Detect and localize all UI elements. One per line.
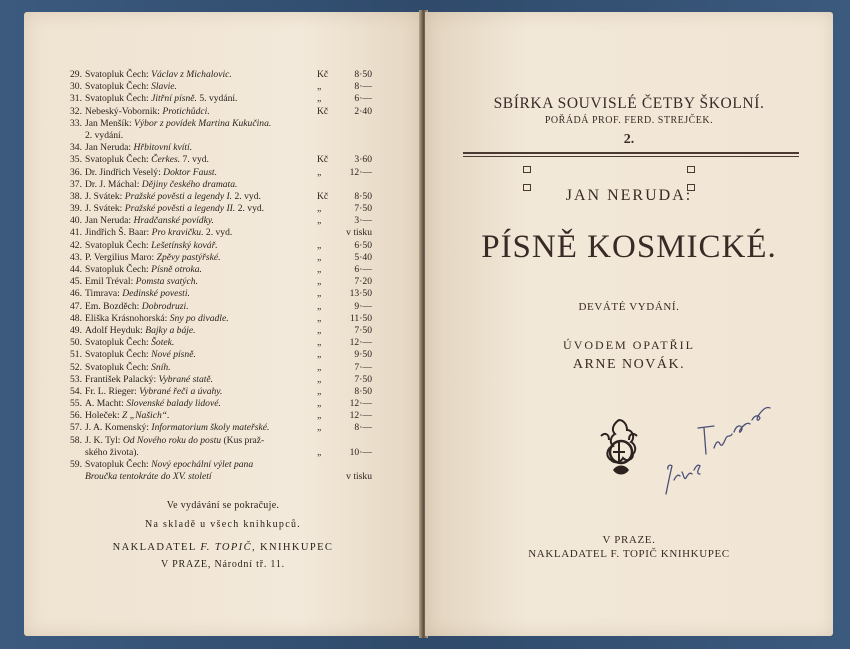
item-work: Hradčanské povídky. bbox=[133, 215, 214, 227]
item-extra: 7. vyd. bbox=[182, 154, 209, 166]
item-author: Svatopluk Čech: bbox=[85, 69, 149, 80]
item-title bbox=[85, 362, 171, 374]
list-item bbox=[24, 435, 422, 447]
item-price: 6·— bbox=[354, 93, 372, 105]
list-item bbox=[24, 264, 422, 276]
item-work: Vybrané statě. bbox=[158, 373, 214, 385]
list-item bbox=[24, 118, 422, 130]
item-currency: „ bbox=[317, 337, 322, 349]
item-title bbox=[85, 313, 229, 325]
item-price: 11·50 bbox=[349, 312, 372, 324]
item-author: František Palacký: bbox=[85, 373, 157, 385]
item-currency: „ bbox=[317, 93, 322, 105]
item-author: Timrava: bbox=[85, 288, 120, 300]
item-price: 12·— bbox=[349, 166, 372, 178]
list-item bbox=[24, 374, 422, 386]
list-item bbox=[24, 252, 422, 264]
item-work: Doktor Faust. bbox=[163, 166, 218, 178]
item-work: Nový epochální výlet pana bbox=[151, 459, 254, 470]
item-work: Hřbitovní kvítí. bbox=[133, 142, 193, 154]
list-item bbox=[24, 386, 422, 398]
item-title bbox=[85, 471, 212, 483]
item-price: 12·— bbox=[349, 398, 372, 410]
item-author: Eliška Krásnohorská: bbox=[85, 312, 168, 324]
item-price: 3·— bbox=[354, 215, 372, 227]
author-name: JAN NERUDA: bbox=[565, 187, 693, 204]
item-price: 8·— bbox=[354, 422, 372, 434]
item-price: 6·50 bbox=[354, 239, 372, 251]
item-number: 36. bbox=[70, 166, 82, 178]
item-price: 8·— bbox=[354, 81, 372, 93]
item-work: Písně otroka. bbox=[151, 264, 202, 275]
item-currency: Kč bbox=[317, 154, 329, 166]
item-currency: „ bbox=[317, 166, 322, 178]
item-work: Protichůdci. bbox=[162, 105, 210, 117]
item-work: Slovenské balady lidové. bbox=[126, 398, 221, 410]
item-currency: „ bbox=[317, 288, 322, 300]
imprint-publisher: NAKLADATEL F. TOPIČ KNIHKUPEC bbox=[528, 548, 730, 560]
item-author: Svatopluk Čech: bbox=[85, 349, 149, 361]
publisher-address: V PRAZE, Národní tř. 11. bbox=[161, 559, 285, 570]
list-item bbox=[24, 447, 422, 459]
item-title bbox=[85, 167, 217, 179]
ornament-boxes-left bbox=[523, 160, 541, 167]
item-price: v tisku bbox=[346, 227, 372, 239]
item-author: Svatopluk Čech: bbox=[85, 93, 149, 105]
item-work: Broučka tentokráte do XV. století bbox=[85, 471, 212, 483]
item-author: Svatopluk Čech: bbox=[85, 361, 149, 373]
item-title bbox=[85, 252, 221, 264]
divider-rule-thin bbox=[463, 156, 799, 157]
series-number: 2. bbox=[623, 132, 635, 147]
item-number: 52. bbox=[70, 361, 82, 373]
item-price: 7·20 bbox=[354, 276, 372, 288]
item-author: Svatopluk Čech: bbox=[85, 337, 149, 349]
item-work: Výbor z povídek Martina Kukučina. bbox=[134, 117, 272, 129]
item-title bbox=[85, 301, 189, 313]
item-price: 6·— bbox=[354, 264, 372, 275]
item-title bbox=[85, 81, 177, 93]
item-price: 9·50 bbox=[354, 349, 372, 361]
item-number: 39. bbox=[70, 203, 82, 215]
item-price: 12·— bbox=[349, 337, 372, 349]
list-item bbox=[24, 325, 422, 337]
publisher-line bbox=[24, 542, 422, 553]
list-item bbox=[24, 288, 422, 300]
item-work: Šotek. bbox=[151, 337, 175, 349]
divider-rule bbox=[463, 152, 799, 154]
item-title bbox=[85, 227, 232, 239]
item-work: Bajky a báje. bbox=[145, 324, 196, 336]
item-title bbox=[85, 118, 271, 130]
item-number: 48. bbox=[70, 312, 82, 324]
item-currency: „ bbox=[317, 349, 322, 361]
item-number: 55. bbox=[70, 398, 82, 410]
series-editor: POŘÁDÁ PROF. FERD. STREJČEK. bbox=[544, 115, 714, 126]
item-author: P. Vergilius Maro: bbox=[85, 251, 155, 263]
item-work: Sníh. bbox=[151, 361, 171, 373]
item-currency: „ bbox=[317, 373, 322, 385]
item-number: 54. bbox=[70, 385, 82, 397]
item-title bbox=[85, 93, 237, 105]
item-currency: „ bbox=[317, 446, 322, 458]
item-currency: „ bbox=[317, 410, 322, 422]
item-number: 42. bbox=[70, 239, 82, 251]
item-author: Svatopluk Čech: bbox=[85, 459, 149, 470]
item-number: 29. bbox=[70, 69, 82, 80]
item-currency: „ bbox=[317, 422, 322, 434]
item-work: Dějiny českého dramata. bbox=[141, 178, 238, 190]
item-author: Jan Neruda: bbox=[85, 215, 132, 227]
item-number: 49. bbox=[70, 324, 82, 336]
item-currency: „ bbox=[317, 398, 322, 410]
item-author: Dr. J. Máchal: bbox=[85, 178, 140, 190]
list-item bbox=[24, 362, 422, 374]
list-item bbox=[24, 301, 422, 313]
item-work: Zpěvy pastýřské. bbox=[156, 251, 221, 263]
publication-list bbox=[24, 69, 422, 483]
list-item bbox=[24, 167, 422, 179]
item-currency: „ bbox=[317, 251, 322, 263]
item-currency: Kč bbox=[317, 190, 329, 202]
item-extra: 5. vydání. bbox=[199, 93, 238, 105]
item-number: 51. bbox=[70, 349, 82, 361]
item-number: 58. bbox=[70, 434, 82, 446]
stock-note: Na skladě u všech knihkupců. bbox=[144, 519, 302, 530]
item-price: 7·50 bbox=[354, 324, 372, 336]
publisher-emblem-icon bbox=[591, 414, 647, 482]
item-author: J. Svátek: bbox=[85, 190, 123, 202]
item-price: 12·— bbox=[349, 410, 372, 422]
item-price: 8·50 bbox=[354, 69, 372, 80]
list-item bbox=[24, 227, 422, 239]
item-number: 43. bbox=[70, 251, 82, 263]
item-title bbox=[85, 459, 253, 471]
item-currency: „ bbox=[317, 81, 322, 93]
item-work: Pražské pověsti a legendy II. bbox=[124, 203, 236, 215]
item-currency: Kč bbox=[317, 69, 329, 80]
list-item bbox=[24, 203, 422, 215]
item-title bbox=[85, 447, 139, 459]
item-work: Pro kravičku. bbox=[151, 227, 204, 239]
item-title bbox=[85, 374, 213, 386]
item-author: Emil Tréval: bbox=[85, 276, 134, 288]
item-currency: „ bbox=[317, 300, 322, 312]
item-price: v tisku bbox=[346, 471, 372, 483]
item-title bbox=[85, 337, 174, 349]
item-title bbox=[85, 203, 264, 215]
item-author: Em. Bozděch: bbox=[85, 300, 140, 312]
item-currency: „ bbox=[317, 361, 322, 373]
item-work: Pomsta svatých. bbox=[135, 276, 199, 288]
list-item bbox=[24, 337, 422, 349]
editor-name: ARNE NOVÁK. bbox=[572, 357, 686, 372]
item-title bbox=[85, 349, 196, 361]
list-item bbox=[24, 276, 422, 288]
item-author: Adolf Heyduk: bbox=[85, 324, 143, 336]
item-title bbox=[85, 435, 264, 447]
publisher-suffix: KNIHKUPEC bbox=[260, 542, 334, 553]
item-author: Holeček: bbox=[85, 410, 120, 422]
publisher-prefix: NAKLADATEL bbox=[112, 542, 197, 553]
item-price: 3·60 bbox=[354, 154, 372, 166]
list-item bbox=[24, 93, 422, 105]
item-work: Jitřní písně. bbox=[151, 93, 197, 105]
imprint-place: V PRAZE. bbox=[602, 534, 656, 546]
item-price: 7·— bbox=[354, 361, 372, 373]
item-number: 50. bbox=[70, 337, 82, 349]
item-work: Od Nového roku do postu bbox=[122, 434, 222, 446]
edition-note: DEVÁTÉ VYDÁNÍ. bbox=[578, 301, 680, 313]
item-author: J. Svátek: bbox=[85, 203, 123, 215]
item-number: 46. bbox=[70, 288, 82, 300]
item-number: 41. bbox=[70, 227, 82, 239]
continuing-note: Ve vydávání se pokračuje. bbox=[166, 500, 280, 511]
item-title bbox=[85, 179, 237, 191]
item-title bbox=[85, 410, 170, 422]
item-currency: „ bbox=[317, 203, 322, 215]
handwritten-signature bbox=[658, 394, 778, 504]
item-currency: Kč bbox=[317, 105, 329, 117]
item-author: Nebeský-Vobornik: bbox=[85, 105, 160, 117]
list-item bbox=[24, 106, 422, 118]
item-title bbox=[85, 130, 123, 142]
item-author: Jan Menšík: bbox=[85, 117, 132, 129]
item-title bbox=[85, 215, 214, 227]
item-author: ského života). bbox=[85, 446, 139, 458]
item-price: 7·50 bbox=[354, 373, 372, 385]
item-currency: „ bbox=[317, 239, 322, 251]
item-number: 45. bbox=[70, 276, 82, 288]
item-number: 32. bbox=[70, 105, 82, 117]
item-author: Fr. L. Rieger: bbox=[85, 385, 137, 397]
list-item bbox=[24, 154, 422, 166]
item-currency: „ bbox=[317, 385, 322, 397]
item-number: 35. bbox=[70, 154, 82, 166]
item-number: 56. bbox=[70, 410, 82, 422]
item-title bbox=[85, 106, 210, 118]
right-page bbox=[425, 12, 833, 636]
item-work: Nové písně. bbox=[151, 349, 196, 361]
item-currency: „ bbox=[317, 312, 322, 324]
item-price: 10·— bbox=[349, 446, 372, 458]
list-item bbox=[24, 69, 422, 81]
list-item bbox=[24, 459, 422, 471]
item-title bbox=[85, 325, 196, 337]
item-extra: 2. vyd. bbox=[234, 190, 261, 202]
item-number: 33. bbox=[70, 117, 82, 129]
item-work: Lešetínský kovář. bbox=[151, 239, 218, 251]
list-item bbox=[24, 81, 422, 93]
item-title bbox=[85, 386, 222, 398]
item-title bbox=[85, 276, 198, 288]
item-work: Čerkes. bbox=[151, 154, 181, 166]
list-item bbox=[24, 410, 422, 422]
item-number: 53. bbox=[70, 373, 82, 385]
item-price: 13·50 bbox=[349, 288, 372, 300]
item-work: Informatorium školy mateřské. bbox=[151, 422, 270, 434]
item-author: Svatopluk Čech: bbox=[85, 81, 149, 93]
list-item bbox=[24, 130, 422, 142]
item-work: Dobrodruzi. bbox=[141, 300, 189, 312]
item-work: Slavie. bbox=[151, 81, 177, 93]
item-author: Svatopluk Čech: bbox=[85, 154, 149, 166]
item-title bbox=[85, 191, 261, 203]
list-item bbox=[24, 471, 422, 483]
item-title bbox=[85, 142, 192, 154]
ornament-boxes-right bbox=[687, 160, 705, 167]
item-title bbox=[85, 240, 218, 252]
item-price: 5·40 bbox=[354, 251, 372, 263]
item-currency: „ bbox=[317, 215, 322, 227]
item-number: 59. bbox=[70, 459, 82, 470]
item-price: 8·50 bbox=[354, 190, 372, 202]
list-item bbox=[24, 142, 422, 154]
item-author: J. K. Tyl: bbox=[85, 434, 121, 446]
item-author: Svatopluk Čech: bbox=[85, 239, 149, 251]
item-author: A. Macht: bbox=[85, 398, 124, 410]
item-extra: 2. vyd. bbox=[205, 227, 233, 239]
item-price: 7·50 bbox=[354, 203, 372, 215]
item-number: 31. bbox=[70, 93, 82, 105]
item-work: Sny po divadle. bbox=[169, 312, 229, 324]
item-work: Dedinské povesti. bbox=[122, 288, 190, 300]
item-number: 57. bbox=[70, 422, 82, 434]
item-title bbox=[85, 69, 232, 81]
list-item bbox=[24, 191, 422, 203]
item-author: J. A. Komenský: bbox=[85, 422, 149, 434]
item-work: Pražské pověsti a legendy I. bbox=[124, 190, 233, 202]
item-number: 38. bbox=[70, 190, 82, 202]
publisher-name: F. TOPIČ, bbox=[200, 542, 256, 553]
item-title bbox=[85, 422, 269, 434]
item-title bbox=[85, 264, 202, 276]
item-extra: (Kus praž- bbox=[223, 434, 265, 446]
list-item bbox=[24, 313, 422, 325]
item-author: Dr. Jindřich Veselý: bbox=[85, 166, 161, 178]
series-title: SBÍRKA SOUVISLÉ ČETBY ŠKOLNÍ. bbox=[493, 95, 765, 112]
item-author: 2. vydání. bbox=[85, 129, 124, 141]
item-author: Jindřich Š. Baar: bbox=[85, 227, 150, 239]
list-item bbox=[24, 215, 422, 227]
item-author: Svatopluk Čech: bbox=[85, 264, 149, 275]
item-number: 47. bbox=[70, 300, 82, 312]
item-price: 8·50 bbox=[354, 385, 372, 397]
item-work: Z „Našich“. bbox=[122, 410, 170, 422]
item-price: 9·— bbox=[354, 300, 372, 312]
item-currency: „ bbox=[317, 324, 322, 336]
item-number: 30. bbox=[70, 81, 82, 93]
item-currency: „ bbox=[317, 264, 322, 275]
item-title bbox=[85, 288, 190, 300]
item-number: 37. bbox=[70, 178, 82, 190]
item-currency: „ bbox=[317, 276, 322, 288]
list-item bbox=[24, 422, 422, 434]
list-item bbox=[24, 398, 422, 410]
left-page bbox=[24, 12, 422, 636]
item-number: 44. bbox=[70, 264, 82, 275]
item-number: 40. bbox=[70, 215, 82, 227]
list-item bbox=[24, 179, 422, 191]
item-number: 34. bbox=[70, 142, 82, 154]
item-extra: 2. vyd. bbox=[237, 203, 265, 215]
item-author: Jan Neruda: bbox=[85, 142, 132, 154]
work-title: PÍSNĚ KOSMICKÉ. bbox=[481, 229, 777, 265]
item-price: 2·40 bbox=[354, 105, 372, 117]
list-item bbox=[24, 240, 422, 252]
item-work: Václav z Michalovic. bbox=[151, 69, 232, 80]
item-title bbox=[85, 398, 221, 410]
intro-label: ÚVODEM OPATŘIL bbox=[563, 338, 695, 352]
item-work: Vybrané řeči a úvahy. bbox=[139, 385, 223, 397]
list-item bbox=[24, 349, 422, 361]
item-title bbox=[85, 154, 209, 166]
